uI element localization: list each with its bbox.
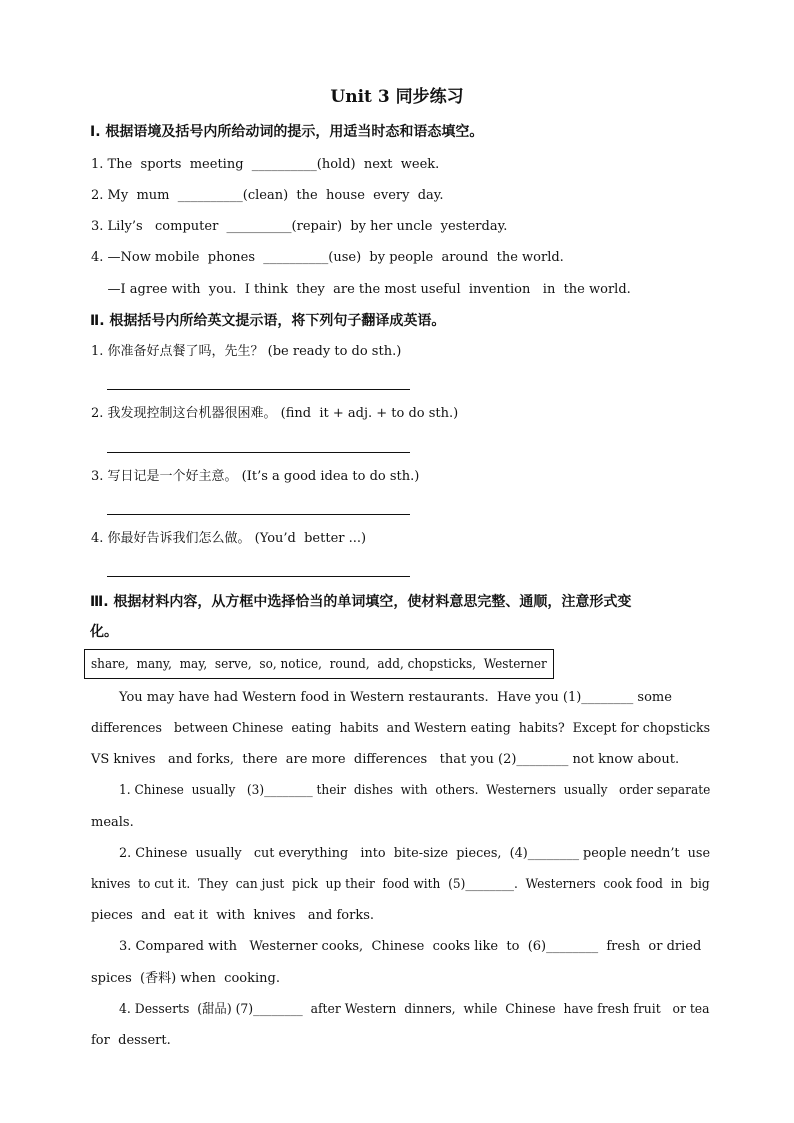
section-1-heading: Ⅰ. 根据语境及括号内所给动词的提示，用适当时态和语态填空。 — [90, 124, 484, 140]
page-title: Unit 3 同步练习 — [330, 87, 464, 107]
word-box-text: share, many, may, serve, so, notice, round, add, chopsticks, Westerner — [91, 657, 547, 672]
s2-answer-line-1 — [107, 389, 410, 390]
passage-line-1: You may have had Western food in Western restaurants. Have you (1)________ some — [119, 690, 672, 705]
s2-answer-line-2 — [107, 452, 410, 453]
s1-question-4-reply: —I agree with you. I think they are the most useful invention in the world. — [91, 282, 631, 297]
s2-question-4: 4. 你最好告诉我们怎么做。 (You’d better ...) — [91, 531, 367, 546]
s1-question-3: 3. Lily’s computer __________(repair) by her uncle yesterday. — [91, 219, 508, 234]
passage-line-10: spices (香料) when cooking. — [91, 971, 280, 986]
section-3-heading-line-1: Ⅲ. 根据材料内容，从方框中选择恰当的单词填空，使材料意思完整、通顺，注意形式变 — [90, 594, 632, 610]
s2-question-1: 1. 你准备好点餐了吗，先生？ (be ready to do sth.) — [91, 344, 402, 359]
passage-line-12: for dessert. — [91, 1033, 171, 1048]
passage-line-3: VS knives and forks, there are more differences that you (2)________ not know about. — [91, 752, 680, 767]
s2-question-3: 3. 写日记是一个好主意。 (It’s a good idea to do sth.) — [91, 469, 420, 484]
s2-question-2: 2. 我发现控制这台机器很困难。 (find it + adj. + to do sth.) — [91, 406, 459, 421]
section-2-heading: Ⅱ. 根据括号内所给英文提示语，将下列句子翻译成英语。 — [90, 313, 446, 329]
passage-line-2: differences between Chinese eating habits and Western eating habits? Except for chopsticks — [91, 721, 711, 736]
s1-question-2: 2. My mum __________(clean) the house every day. — [91, 188, 444, 203]
passage-line-6: 2. Chinese usually cut everything into bite-size pieces, (4)________ people needn’t use — [119, 846, 711, 861]
passage-line-7: knives to cut it. They can just pick up their food with (5)________. Westerners cook food in big — [91, 877, 710, 892]
s1-question-1: 1. The sports meeting __________(hold) next week. — [91, 157, 440, 172]
s2-answer-line-3 — [107, 514, 410, 515]
passage-line-8: pieces and eat it with knives and forks. — [91, 908, 375, 923]
section-3-heading-line-2: 化。 — [90, 624, 118, 640]
s2-answer-line-4 — [107, 576, 410, 577]
passage-line-11: 4. Desserts (甜品) (7)________ after Western dinners, while Chinese have fresh fruit or tea — [119, 1002, 710, 1017]
s1-question-4: 4. —Now mobile phones __________(use) by people around the world. — [91, 250, 564, 265]
word-box — [84, 649, 554, 679]
passage-line-9: 3. Compared with Westerner cooks, Chinese cooks like to (6)________ fresh or dried — [119, 939, 702, 954]
passage-line-4: 1. Chinese usually (3)________ their dishes with others. Westerners usually order separate — [119, 783, 711, 798]
passage-line-5: meals. — [91, 815, 134, 830]
